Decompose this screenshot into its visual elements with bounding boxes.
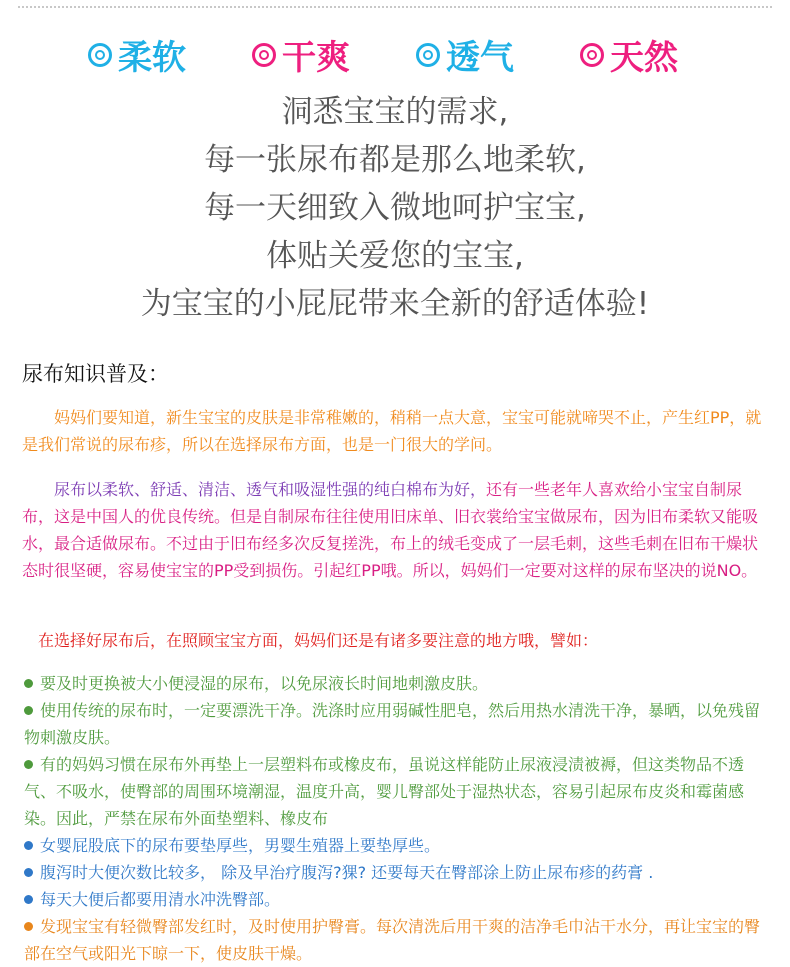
feature-breathable bbox=[416, 30, 514, 79]
slogan-block bbox=[0, 88, 790, 328]
paragraph-cotton bbox=[22, 476, 767, 584]
feature-soft bbox=[88, 30, 186, 79]
bullet-icon bbox=[24, 679, 33, 688]
bullet-icon bbox=[24, 895, 33, 904]
paragraph-cotton-body: 还有一些老年人喜欢给小宝宝自制尿布，这是中国人的优良传统。但是自制尿布往往使用旧床单、旧衣裳给宝宝做尿布，因为旧布柔软又能吸水，最合适做尿布。不过由于旧布经多次反复搓洗，布上的绒毛变成了一层毛刺，这些毛刺在旧布干燥状态时很坚硬，容易使宝宝的PP受到损伤。引起红PP哦。所以，妈妈们一定要对这样的尿布坚决的说NO。 bbox=[22, 480, 759, 580]
list-item bbox=[22, 859, 767, 886]
bullet-icon bbox=[24, 706, 33, 715]
feature-row bbox=[0, 30, 790, 76]
tip-text: 女婴屁股底下的尿布要垫厚些，男婴生殖器上要垫厚些。 bbox=[40, 836, 441, 855]
slogan-line: 体贴关爱您的宝宝, bbox=[266, 238, 524, 274]
feature-label: 透气 bbox=[446, 38, 514, 78]
list-item bbox=[22, 751, 767, 832]
list-item bbox=[22, 670, 767, 697]
tip-text: 有的妈妈习惯在尿布外再垫上一层塑料布或橡皮布，虽说这样能防止尿液浸渍被褥，但这类物品不透气、不吸水，使臀部的周围环境潮湿，温度升高，婴儿臀部处于湿热状态，容易引起尿布皮炎和霉菌感染。因此，严禁在尿布外面垫塑料、橡皮布 bbox=[24, 755, 745, 828]
slogan-line: 为宝宝的小屁屁带来全新的舒适体验! bbox=[140, 286, 650, 322]
tip-text: 每天大便后都要用清水冲洗臀部。 bbox=[40, 890, 281, 909]
double-ring-icon bbox=[416, 43, 440, 67]
list-item bbox=[22, 697, 767, 751]
feature-label: 干爽 bbox=[282, 38, 350, 78]
feature-label: 柔软 bbox=[118, 38, 186, 78]
feature-natural bbox=[580, 30, 678, 79]
tip-text: 腹泻时大便次数比较多， 除及早治疗腹泻?猓? 还要每天在臀部涂上防止尿布疹的药膏 . bbox=[40, 863, 654, 882]
bullet-icon bbox=[24, 760, 33, 769]
tips-list bbox=[22, 670, 767, 967]
bullet-icon bbox=[24, 868, 33, 877]
list-item bbox=[22, 886, 767, 913]
tip-text: 使用传统的尿布时，一定要漂洗干净。洗涤时应用弱碱性肥皂，然后用热水清洗干净，暴晒，以免残留物刺激皮肤。 bbox=[24, 701, 761, 747]
section-title: 尿布知识普及： bbox=[22, 362, 169, 386]
list-item bbox=[22, 913, 767, 967]
tip-text: 要及时更换被大小便浸湿的尿布，以免尿液长时间地刺激皮肤。 bbox=[40, 674, 489, 693]
double-ring-icon bbox=[88, 43, 112, 67]
slogan-line: 洞悉宝宝的需求, bbox=[281, 94, 509, 130]
paragraph-care: 在选择好尿布后，在照顾宝宝方面，妈妈们还是有诸多要注意的地方哦，譬如： bbox=[38, 631, 599, 650]
paragraph-intro: 妈妈们要知道，新生宝宝的皮肤是非常稚嫩的，稍稍一点大意，宝宝可能就啼哭不止，产生红PP，就是我们常说的尿布疹，所以在选择尿布方面，也是一门很大的学问。 bbox=[22, 408, 762, 454]
bullet-icon bbox=[24, 922, 33, 931]
dotted-divider bbox=[18, 6, 772, 8]
slogan-line: 每一天细致入微地呵护宝宝, bbox=[204, 190, 586, 226]
feature-dry bbox=[252, 30, 350, 79]
paragraph-cotton-lead: 尿布以柔软、舒适、清洁、透气和吸湿性强的纯白棉布为好， bbox=[54, 480, 487, 499]
slogan-line: 每一张尿布都是那么地柔软, bbox=[204, 142, 586, 178]
double-ring-icon bbox=[580, 43, 604, 67]
list-item bbox=[22, 832, 767, 859]
double-ring-icon bbox=[252, 43, 276, 67]
bullet-icon bbox=[24, 841, 33, 850]
feature-label: 天然 bbox=[610, 38, 678, 78]
tip-text: 发现宝宝有轻微臀部发红时，及时使用护臀膏。每次清洗后用干爽的洁净毛巾沾干水分，再让宝宝的臀部在空气或阳光下晾一下，使皮肤干燥。 bbox=[24, 917, 761, 963]
